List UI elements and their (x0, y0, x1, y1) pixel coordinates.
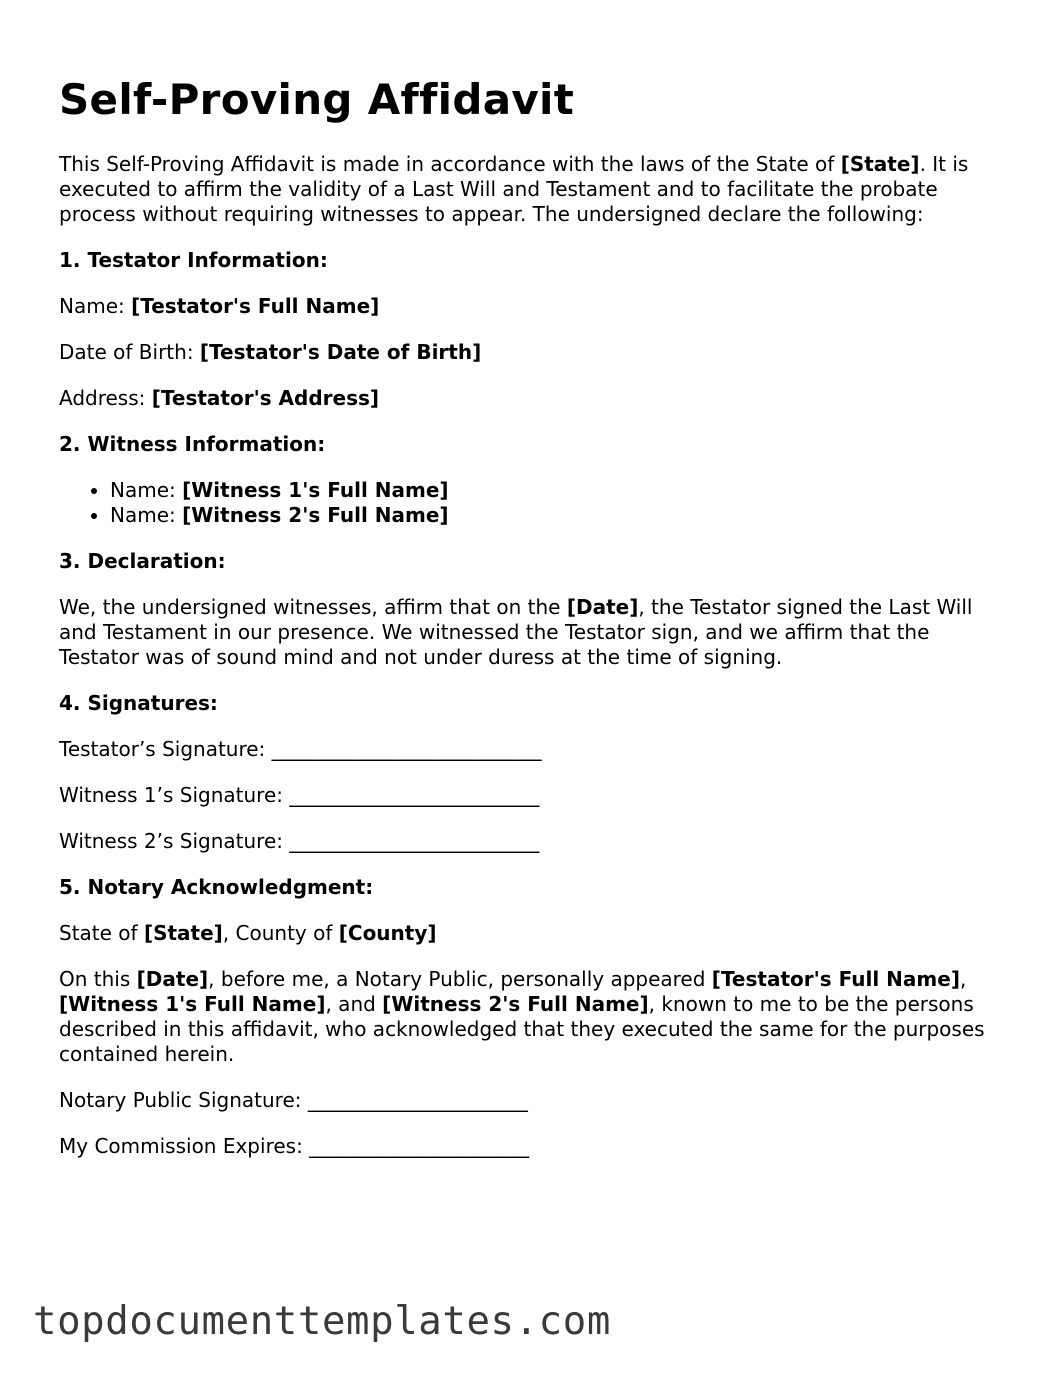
witness-2-label: Name: (110, 503, 183, 527)
intro-text-continued: . It is executed to affirm the validity of a Last Will and Testament and to facilitate the probate process without requiring witnesses to appear. The undersigned declare the following: (59, 152, 969, 226)
notary-county: [County] (338, 921, 437, 945)
notary-separator-2: , and (325, 992, 383, 1016)
testator-dob-line (59, 340, 1009, 365)
notary-paragraph (59, 967, 1009, 1067)
section-heading-declaration: 3. Declaration: (59, 549, 226, 573)
testator-address-label: Address: (59, 386, 152, 410)
commission-expires-line[interactable]: My Commission Expires: ______________________ (59, 1134, 530, 1158)
section-heading-signatures: 4. Signatures: (59, 691, 218, 715)
testator-name-line (59, 294, 1009, 319)
declaration-text-continued: , the Testator signed the Last Will and Testament in our presence. We witnessed the Testator sign, and we affirm that the Testator was of sound mind and not under duress at the time of signing. (59, 595, 973, 669)
witness-1-label: Name: (110, 478, 183, 502)
testator-dob-value: [Testator's Date of Birth] (199, 340, 482, 364)
intro-text: This Self-Proving Affidavit is made in accordance with the laws of the State of (59, 152, 841, 176)
witness-2-value: [Witness 2's Full Name] (182, 503, 449, 527)
section-heading-witness: 2. Witness Information: (59, 432, 326, 456)
intro-state: [State] (840, 152, 920, 176)
testator-name-label: Name: (59, 294, 132, 318)
watermark: topdocumenttemplates.com (33, 1299, 611, 1344)
declaration-date: [Date] (566, 595, 639, 619)
document-page (59, 72, 1009, 1180)
declaration-paragraph (59, 595, 1009, 670)
declaration-text: We, the undersigned witnesses, affirm that on the (59, 595, 567, 619)
witness-list (59, 478, 1009, 528)
notary-text: On this (59, 967, 137, 991)
notary-state-county-line (59, 921, 1009, 946)
notary-state: [State] (143, 921, 223, 945)
notary-separator-1: , (959, 967, 967, 991)
testator-signature-line[interactable]: Testator’s Signature: ___________________________ (59, 737, 542, 761)
notary-date: [Date] (136, 967, 209, 991)
notary-text-2: , before me, a Notary Public, personally appeared (208, 967, 712, 991)
state-prefix: State of (59, 921, 144, 945)
list-item (110, 478, 1009, 503)
intro-paragraph (59, 152, 1009, 227)
witness-2-signature-line[interactable]: Witness 2’s Signature: _________________________ (59, 829, 540, 853)
witness-1-signature-line[interactable]: Witness 1’s Signature: _________________________ (59, 783, 540, 807)
testator-dob-label: Date of Birth: (59, 340, 200, 364)
testator-address-value: [Testator's Address] (151, 386, 380, 410)
section-heading-notary: 5. Notary Acknowledgment: (59, 875, 374, 899)
witness-1-value: [Witness 1's Full Name] (182, 478, 449, 502)
county-prefix: , County of (222, 921, 339, 945)
testator-name-value: [Testator's Full Name] (131, 294, 380, 318)
notary-witness-2-name: [Witness 2's Full Name] (382, 992, 649, 1016)
notary-witness-1-name: [Witness 1's Full Name] (59, 992, 326, 1016)
section-heading-testator: 1. Testator Information: (59, 248, 328, 272)
page-title: Self-Proving Affidavit (59, 75, 575, 124)
testator-address-line (59, 386, 1009, 411)
notary-text-3: , known to me to be the persons described in this affidavit, who acknowledged that they executed the same for the purposes contained herein. (59, 992, 985, 1066)
notary-testator-name: [Testator's Full Name] (711, 967, 960, 991)
notary-signature-line[interactable]: Notary Public Signature: ______________________ (59, 1088, 528, 1112)
list-item (110, 503, 1009, 528)
